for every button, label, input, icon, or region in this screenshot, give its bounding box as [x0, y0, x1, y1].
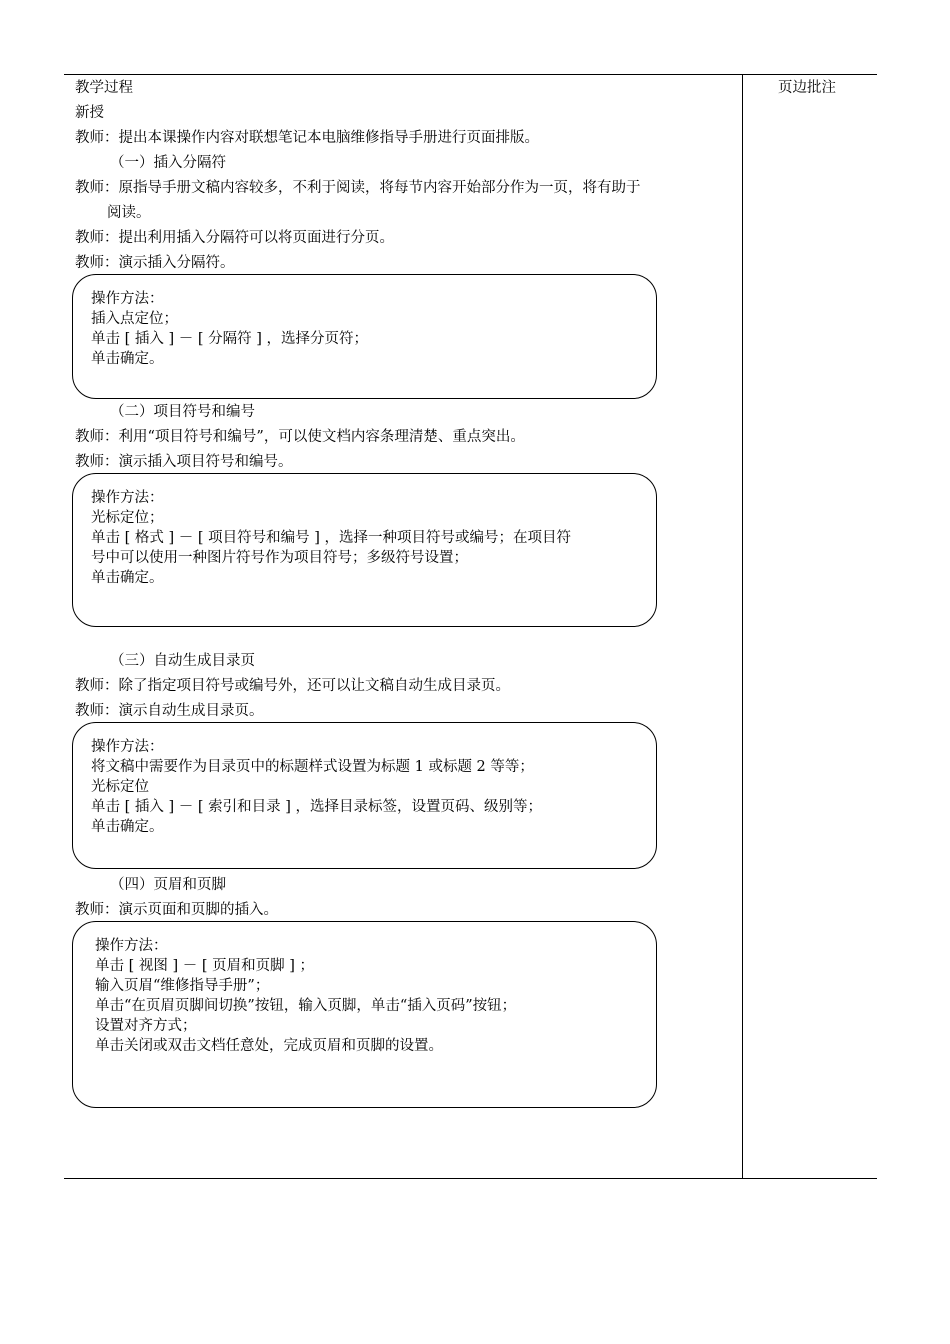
box-line: 单击“在页眉页脚间切换”按钮，输入页脚，单击“插入页码”按钮；: [95, 998, 517, 1014]
section-2-title: （二）项目符号和编号: [110, 404, 255, 420]
box-line: 将文稿中需要作为目录页中的标题样式设置为标题 1 或标题 2 等等；: [91, 759, 534, 775]
section-1-paragraph-1-line-2: 阅读。: [107, 205, 151, 221]
table-bottom-border: [64, 1178, 877, 1179]
box-line: 单击 [ 格式 ] － [ 项目符号和编号 ] ，选择一种项目符号或编号；在项目符: [91, 530, 571, 546]
box-line: 输入页眉“维修指导手册”；: [95, 978, 270, 994]
table-top-border: [64, 74, 877, 75]
section-1-paragraph-1-line-1: 教师：原指导手册文稿内容较多，不利于阅读，将每节内容开始部分作为一页，将有助于: [75, 180, 641, 196]
section-3-operation-box: [72, 722, 657, 869]
box-line: 光标定位: [91, 779, 149, 795]
section-1-title: （一）插入分隔符: [110, 155, 226, 171]
section-3-paragraph-1: 教师：除了指定项目符号或编号外，还可以让文稿自动生成目录页。: [75, 678, 510, 694]
section-4-paragraph-1: 教师：演示页面和页脚的插入。: [75, 902, 278, 918]
box-line: 光标定位；: [91, 510, 164, 526]
box-line: 单击 [ 视图 ] － [ 页眉和页脚 ] ；: [95, 958, 314, 974]
column-divider: [742, 74, 743, 1179]
section-4-title: （四）页眉和页脚: [110, 877, 226, 893]
section-1-paragraph-3: 教师：演示插入分隔符。: [75, 255, 235, 271]
box-line: 操作方法：: [91, 291, 164, 307]
box-line: 单击 [ 插入 ] － [ 分隔符 ] ，选择分页符；: [91, 331, 368, 347]
teaching-process-heading: 教学过程: [75, 80, 133, 96]
section-3-title: （三）自动生成目录页: [110, 653, 255, 669]
box-line: 操作方法：: [91, 490, 164, 506]
section-4-operation-box: [72, 921, 657, 1108]
box-line: 操作方法：: [91, 739, 164, 755]
box-line: 单击确定。: [91, 570, 164, 586]
section-1-operation-box: [72, 274, 657, 399]
box-line: 设置对齐方式；: [95, 1018, 197, 1034]
section-1-paragraph-2: 教师：提出利用插入分隔符可以将页面进行分页。: [75, 230, 394, 246]
box-line: 插入点定位；: [91, 311, 178, 327]
box-line: 单击确定。: [91, 819, 164, 835]
margin-notes-heading: 页边批注: [778, 80, 836, 96]
box-line: 单击 [ 插入 ] － [ 索引和目录 ] ，选择目录标签，设置页码、级别等；: [91, 799, 542, 815]
box-line: 号中可以使用一种图片符号作为项目符号；多级符号设置；: [91, 550, 468, 566]
section-2-paragraph-2: 教师：演示插入项目符号和编号。: [75, 454, 293, 470]
box-line: 操作方法：: [95, 938, 168, 954]
section-2-operation-box: [72, 473, 657, 627]
section-2-paragraph-1: 教师：利用“项目符号和编号”，可以使文档内容条理清楚、重点突出。: [75, 429, 525, 445]
teacher-intro-paragraph: 教师：提出本课操作内容对联想笔记本电脑维修指导手册进行页面排版。: [75, 130, 539, 146]
box-line: 单击关闭或双击文档任意处，完成页眉和页脚的设置。: [95, 1038, 443, 1054]
box-line: 单击确定。: [91, 351, 164, 367]
section-3-paragraph-2: 教师：演示自动生成目录页。: [75, 703, 264, 719]
new-lesson-label: 新授: [75, 105, 104, 121]
